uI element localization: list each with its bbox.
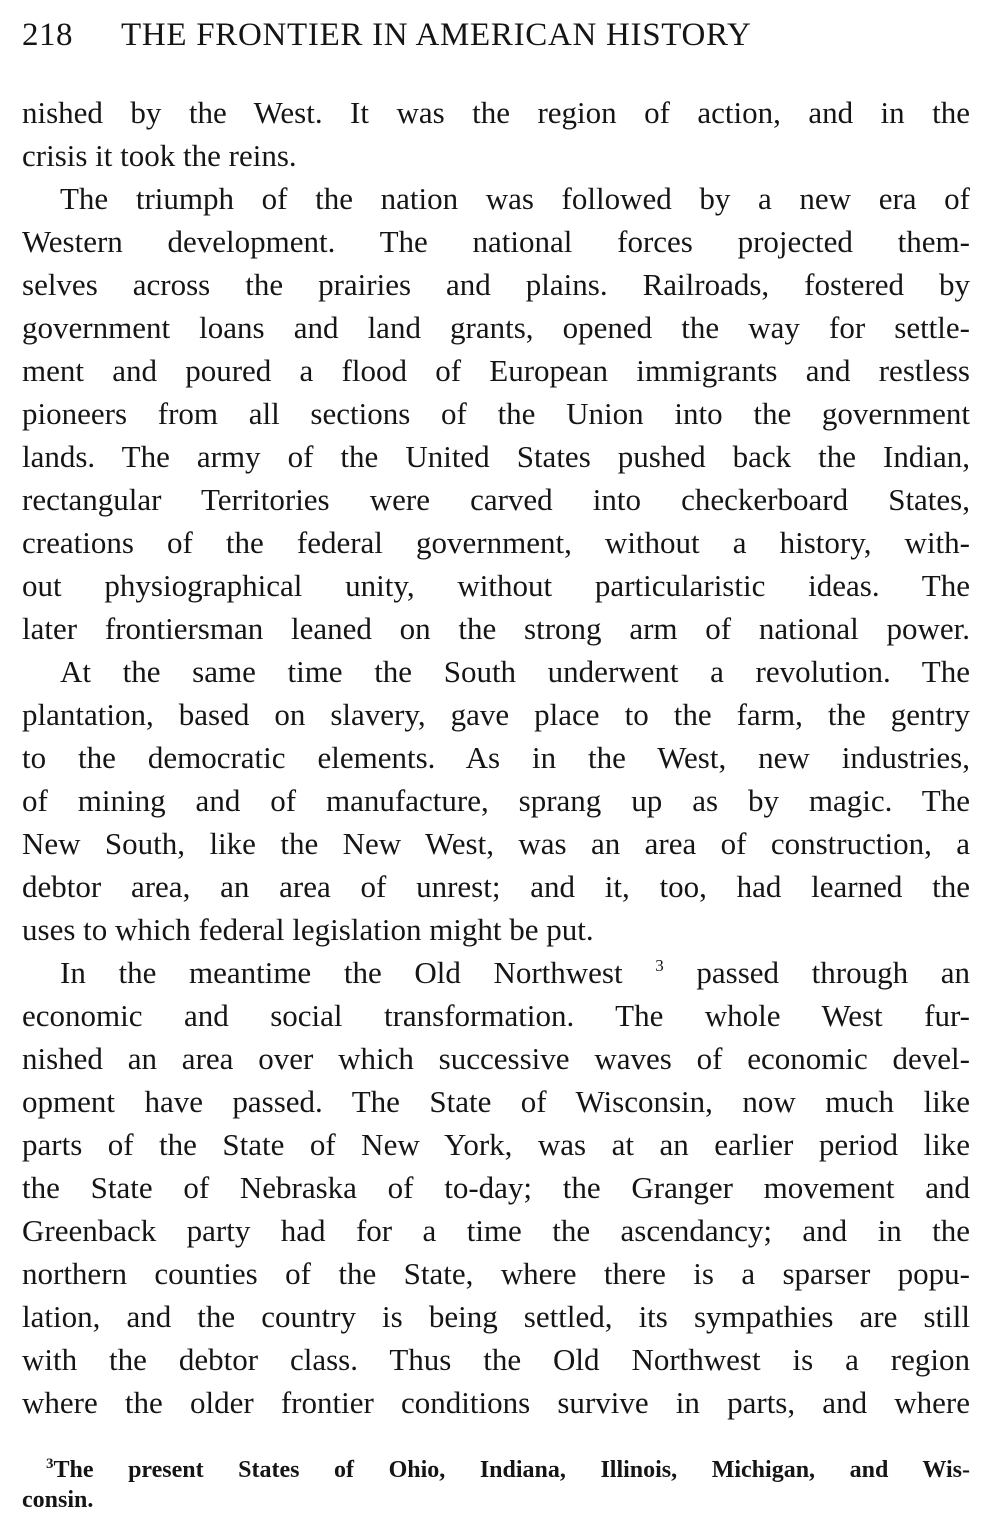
text-line: where the older frontier conditions survive in parts, and where xyxy=(22,1385,970,1420)
text-line: creations of the federal government, without a history, with- xyxy=(22,525,970,560)
text-segment: In the meantime the Old Northwest xyxy=(60,955,623,990)
running-header xyxy=(22,10,972,60)
text-line: crisis it took the reins. xyxy=(22,138,297,173)
text-line: uses to which federal legislation might be put. xyxy=(22,912,594,947)
text-line: opment have passed. The State of Wisconsin, now much like xyxy=(22,1084,970,1119)
body-text xyxy=(22,91,970,1424)
text-line: lation, and the country is being settled, its sympathies are still xyxy=(22,1299,970,1334)
text-line-with-footnote-ref xyxy=(22,951,970,994)
page-number: 218 xyxy=(22,17,73,53)
text-line: plantation, based on slavery, gave place to the farm, the gentry xyxy=(22,697,970,732)
text-line: debtor area, an area of unrest; and it, too, had learned the xyxy=(22,869,970,904)
text-segment: passed through an xyxy=(696,955,970,990)
text-line: Greenback party had for a time the ascendancy; and in the xyxy=(22,1213,970,1248)
footnote xyxy=(22,1455,970,1515)
text-line: At the same time the South underwent a revolution. The xyxy=(60,654,970,689)
text-line: The triumph of the nation was followed by a new era of xyxy=(60,181,970,216)
footnote-marker: 3 xyxy=(46,1456,54,1472)
text-line: New South, like the New West, was an area of construction, a xyxy=(22,826,970,861)
text-line: northern counties of the State, where there is a sparser popu- xyxy=(22,1256,970,1291)
text-line: out physiographical unity, without particularistic ideas. The xyxy=(22,568,970,603)
text-line: to the democratic elements. As in the West, new industries, xyxy=(22,740,970,775)
text-line: pioneers from all sections of the Union into the government xyxy=(22,396,970,431)
footnote-line xyxy=(22,1455,970,1485)
text-line: parts of the State of New York, was at an earlier period like xyxy=(22,1127,970,1162)
text-line: lands. The army of the United States pushed back the Indian, xyxy=(22,439,970,474)
text-line: the State of Nebraska of to-day; the Granger movement and xyxy=(22,1170,970,1205)
footnote-line: consin. xyxy=(22,1487,94,1513)
text-line: ment and poured a flood of European immigrants and restless xyxy=(22,353,970,388)
text-line: with the debtor class. Thus the Old Northwest is a region xyxy=(22,1342,970,1377)
text-line: Western development. The national forces projected them- xyxy=(22,224,970,259)
text-line: rectangular Territories were carved into checkerboard States, xyxy=(22,482,970,517)
text-line: selves across the prairies and plains. Railroads, fostered by xyxy=(22,267,970,302)
text-line: of mining and of manufacture, sprang up as by magic. The xyxy=(22,783,970,818)
text-line: nished by the West. It was the region of action, and in the xyxy=(22,95,970,130)
footnote-reference: 3 xyxy=(655,956,664,975)
text-line: economic and social transformation. The whole West fur- xyxy=(22,998,970,1033)
footnote-text: The present States of Ohio, Indiana, Illinois, Michigan, and Wis- xyxy=(53,1457,970,1483)
text-line: government loans and land grants, opened the way for settle- xyxy=(22,310,970,345)
running-title: THE FRONTIER IN AMERICAN HISTORY xyxy=(121,17,752,53)
text-line: nished an area over which successive waves of economic devel- xyxy=(22,1041,970,1076)
text-line: later frontiersman leaned on the strong arm of national power. xyxy=(22,611,970,646)
